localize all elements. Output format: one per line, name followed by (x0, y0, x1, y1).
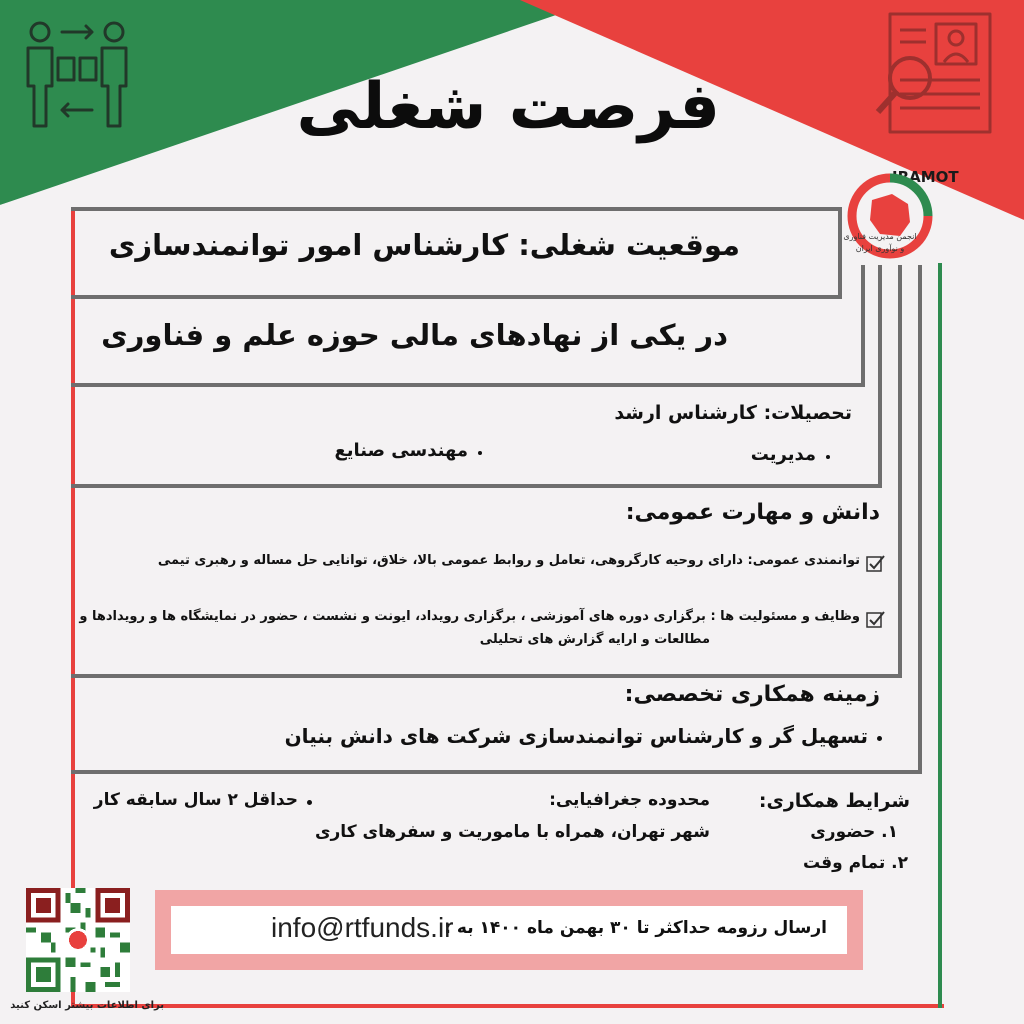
geography-value: شهر تهران، همراه با ماموریت و سفرهای کاری (314, 822, 710, 842)
checkbox-icon (866, 554, 886, 578)
specialty-heading: زمینه همکاری تخصصی: (624, 682, 880, 707)
logo-name: IRAMOT (892, 168, 959, 186)
organization-line: در یکی از نهادهای مالی حوزه علم و فناوری (101, 318, 728, 352)
rule-2 (71, 295, 842, 299)
specialty-item (284, 724, 890, 752)
condition-item-1: ۱. حضوری (810, 822, 898, 842)
education-label: تحصیلات: کارشناس ارشد (614, 402, 852, 424)
condition-item-2: ۲. تمام وقت (802, 853, 908, 873)
skills-heading: دانش و مهارت عمومی: (625, 500, 880, 525)
education-item-label: مدیریت (750, 444, 816, 465)
frame-red-left (71, 207, 75, 1007)
logo-line1: انجمن مدیریت فناوری (843, 232, 917, 241)
conditions-heading: شرایط همکاری: (758, 790, 910, 812)
education-item-2 (330, 440, 490, 464)
rule-4 (71, 484, 882, 488)
rule-1-side (838, 207, 842, 299)
bullet-icon (478, 451, 482, 455)
rule-5 (71, 674, 902, 678)
checkbox-icon (866, 610, 886, 634)
page-title: فرصت شغلی (296, 70, 720, 144)
iramot-logo (832, 160, 972, 265)
experience-label: حداقل ۲ سال سابقه کار (93, 790, 298, 810)
frame-green-right (938, 263, 942, 1008)
frame-red-bottom (71, 1004, 944, 1008)
duties-text-line2: مطالعات و ارایه گزارش های تحلیلی (479, 632, 710, 647)
handshake-exchange-icon (18, 14, 136, 132)
education-item-label: مهندسی صنایع (334, 440, 468, 461)
resume-search-icon (870, 10, 998, 138)
general-skills-text: توانمندی عمومی: دارای روحیه کارگروهی، تعامل و روابط عمومی بالا، خلاق، توانایی حل مساله و رهبری تیمی (157, 553, 860, 568)
rule-5-side (918, 265, 922, 773)
bullet-icon (826, 455, 830, 459)
rule-1 (71, 207, 842, 211)
cta-box (155, 890, 863, 970)
cta-text: ارسال رزومه حداکثر تا ۳۰ بهمن ماه ۱۴۰۰ به : (444, 918, 827, 938)
bullet-icon (877, 736, 882, 741)
rule-3 (71, 383, 865, 387)
rule-3-side (878, 265, 882, 487)
logo-line2: و نوآوری ایران (855, 244, 905, 253)
rule-6 (71, 770, 922, 774)
qr-code-icon[interactable] (26, 888, 130, 992)
duties-text-line1: وظایف و مسئولیت ها : برگزاری دوره های آموزشی ، برگزاری رویداد، ایونت و نشست ، حضور در نمایشگاه ها و رویدادها و (79, 609, 860, 624)
cta-inner (171, 906, 847, 954)
experience-item (93, 790, 320, 816)
contact-email[interactable]: info@rtfunds.ir (271, 912, 454, 943)
specialty-item-label: تسهیل گر و کارشناس توانمندسازی شرکت های دانش بنیان (284, 724, 868, 748)
qr-caption: برای اطلاعات بیشتر اسکن کنید (10, 1000, 164, 1011)
rule-4-side (898, 265, 902, 677)
education-item-1 (748, 444, 838, 468)
geography-heading: محدوده جغرافیایی: (549, 790, 710, 810)
position-title: موقعیت شغلی: کارشناس امور توانمندسازی (108, 228, 740, 262)
bullet-icon (307, 800, 312, 805)
rule-2-side (861, 265, 865, 387)
